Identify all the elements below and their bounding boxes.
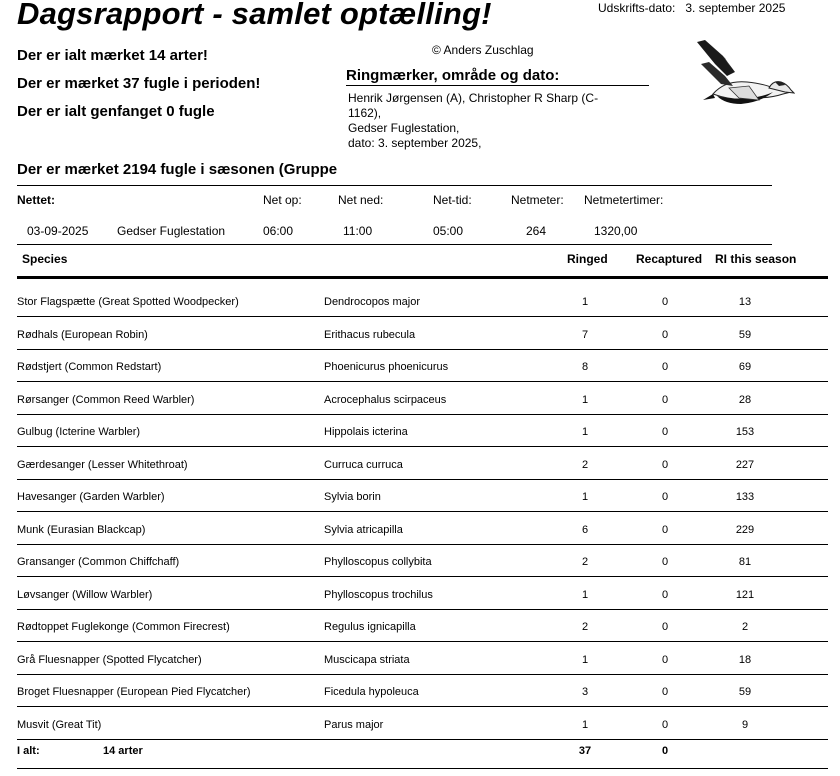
- net-ned-value: 11:00: [343, 224, 373, 238]
- recaptured-count: 0: [661, 718, 669, 731]
- net-label-op: Net op:: [263, 193, 302, 207]
- recaptured-count: 0: [661, 458, 669, 471]
- species-name: Havesanger (Garden Warbler): [17, 491, 165, 503]
- ringed-count: 8: [581, 361, 589, 373]
- species-name: Rødtoppet Fuglekonge (Common Firecrest): [17, 621, 230, 633]
- report-title: Dagsrapport - samlet optælling!: [17, 0, 492, 31]
- species-name: Rødstjert (Common Redstart): [17, 361, 162, 373]
- ri-season-count: 69: [738, 361, 752, 373]
- latin-name: Parus major: [324, 718, 384, 731]
- ringed-count: 2: [581, 556, 589, 568]
- ringed-count: 1: [581, 296, 589, 308]
- ringed-count: 3: [581, 686, 589, 698]
- ri-season-count: 28: [738, 393, 752, 406]
- latin-name: Dendrocopos major: [324, 296, 420, 308]
- species-name: Grå Fluesnapper (Spotted Flycatcher): [17, 653, 202, 666]
- total-label: I alt:: [17, 745, 40, 757]
- table-row: [0, 512, 840, 544]
- table-row: [0, 317, 840, 349]
- table-row: [0, 414, 840, 446]
- divider: [17, 185, 772, 186]
- summary-species-count: Der er ialt mærket 14 arter!: [17, 47, 208, 64]
- species-name: Broget Fluesnapper (European Pied Flycatcher): [17, 686, 251, 698]
- species-name: Munk (Eurasian Blackcap): [17, 523, 146, 536]
- net-label-metertimer: Netmetertimer:: [584, 193, 664, 207]
- recaptured-count: 0: [661, 426, 669, 438]
- col-header-ringed: Ringed: [567, 252, 608, 266]
- ri-season-count: 81: [738, 556, 752, 568]
- ri-season-count: 59: [738, 328, 752, 341]
- table-row: [0, 284, 840, 316]
- total-species-count: 14 arter: [103, 745, 143, 757]
- eider-duck-icon: [695, 36, 795, 110]
- ri-season-count: 133: [735, 491, 755, 503]
- ri-season-count: 153: [735, 426, 755, 438]
- ri-season-count: 13: [738, 296, 752, 308]
- ringer-location: Gedser Fuglestation,: [348, 121, 460, 135]
- total-ringed: 37: [578, 745, 592, 757]
- recaptured-count: 0: [661, 523, 669, 536]
- ri-season-count: 229: [735, 523, 755, 536]
- season-total: Der er mærket 2194 fugle i sæsonen (Gruppe: [17, 161, 338, 178]
- recaptured-count: 0: [661, 328, 669, 341]
- ringed-count: 1: [581, 718, 589, 731]
- ringed-count: 1: [581, 393, 589, 406]
- latin-name: Acrocephalus scirpaceus: [324, 393, 447, 406]
- ringed-count: 1: [581, 588, 589, 601]
- ringer-names: Henrik Jørgensen (A), Christopher R Sharp (C-1162),: [348, 91, 599, 120]
- ri-season-count: 121: [735, 588, 755, 601]
- net-tid-value: 05:00: [433, 224, 464, 238]
- latin-name: Muscicapa striata: [324, 653, 410, 666]
- row-divider: [17, 739, 828, 740]
- table-row: [0, 707, 840, 739]
- table-row: [0, 577, 840, 609]
- table-row: [0, 349, 840, 381]
- species-name: Rødhals (European Robin): [17, 328, 148, 341]
- latin-name: Curruca curruca: [324, 458, 403, 471]
- netmetertimer-value: 1320,00: [594, 224, 638, 238]
- ri-season-count: 59: [738, 686, 752, 698]
- recaptured-count: 0: [661, 653, 669, 666]
- col-header-species: Species: [22, 252, 68, 266]
- species-name: Rørsanger (Common Reed Warbler): [17, 393, 195, 406]
- latin-name: Phoenicurus phoenicurus: [324, 361, 449, 373]
- net-label-meter: Netmeter:: [511, 193, 564, 207]
- print-date-label: Udskrifts-dato:: [598, 1, 676, 15]
- latin-name: Phylloscopus collybita: [324, 556, 432, 568]
- ri-season-count: 2: [741, 621, 749, 633]
- print-date: [598, 1, 785, 15]
- total-recaptured: 0: [661, 745, 669, 757]
- latin-name: Erithacus rubecula: [324, 328, 416, 341]
- latin-name: Phylloscopus trochilus: [324, 588, 433, 601]
- net-label-ned: Net ned:: [338, 193, 384, 207]
- latin-name: Ficedula hypoleuca: [324, 686, 419, 698]
- species-name: Gærdesanger (Lesser Whitethroat): [17, 458, 188, 471]
- recaptured-count: 0: [661, 556, 669, 568]
- net-date: 03-09-2025: [27, 224, 89, 238]
- recaptured-count: 0: [661, 296, 669, 308]
- table-row: [0, 609, 840, 641]
- recaptured-count: 0: [661, 491, 669, 503]
- recaptured-count: 0: [661, 621, 669, 633]
- print-date-value: 3. september 2025: [685, 1, 786, 15]
- summary-recaptured: Der er ialt genfanget 0 fugle: [17, 103, 215, 120]
- table-row: [0, 382, 840, 414]
- recaptured-count: 0: [661, 588, 669, 601]
- copyright: © Anders Zuschlag: [432, 43, 534, 57]
- species-name: Løvsanger (Willow Warbler): [17, 588, 153, 601]
- species-name: Stor Flagspætte (Great Spotted Woodpecker): [17, 296, 239, 308]
- table-header-rule: [17, 276, 828, 279]
- recaptured-count: 0: [661, 361, 669, 373]
- net-op-value: 06:00: [263, 224, 294, 238]
- divider: [17, 244, 772, 245]
- ri-season-count: 227: [735, 458, 755, 471]
- net-station: Gedser Fuglestation: [117, 224, 226, 238]
- table-row: [0, 447, 840, 479]
- latin-name: Sylvia atricapilla: [324, 523, 403, 536]
- ringed-count: 2: [581, 621, 589, 633]
- table-row: [0, 479, 840, 511]
- recaptured-count: 0: [661, 393, 669, 406]
- ringed-count: 2: [581, 458, 589, 471]
- netmeter-value: 264: [526, 224, 547, 238]
- ri-season-count: 9: [741, 718, 749, 731]
- ringed-count: 6: [581, 523, 589, 536]
- species-name: Musvit (Great Tit): [17, 718, 102, 731]
- ringer-date: dato: 3. september 2025,: [348, 136, 482, 150]
- ringed-count: 1: [581, 491, 589, 503]
- table-row: [0, 674, 840, 706]
- ringed-count: 1: [581, 426, 589, 438]
- latin-name: Hippolais icterina: [324, 426, 408, 438]
- table-bottom-rule: [17, 768, 828, 769]
- col-header-recaptured: Recaptured: [636, 252, 703, 266]
- ringer-heading: Ringmærker, område og dato:: [346, 67, 649, 86]
- species-name: Gransanger (Common Chiffchaff): [17, 556, 180, 568]
- summary-birds-marked: Der er mærket 37 fugle i perioden!: [17, 75, 261, 92]
- table-row: [0, 544, 840, 576]
- ri-season-count: 18: [738, 653, 752, 666]
- latin-name: Sylvia borin: [324, 491, 381, 503]
- net-label-tid: Net-tid:: [433, 193, 472, 207]
- latin-name: Regulus ignicapilla: [324, 621, 416, 633]
- ringed-count: 1: [581, 653, 589, 666]
- ringer-info: [348, 91, 628, 151]
- col-header-ri-season: RI this season: [715, 252, 797, 266]
- net-label-nettet: Nettet:: [17, 193, 55, 207]
- table-row: [0, 642, 840, 674]
- species-name: Gulbug (Icterine Warbler): [17, 426, 141, 438]
- recaptured-count: 0: [661, 686, 669, 698]
- ringed-count: 7: [581, 328, 589, 341]
